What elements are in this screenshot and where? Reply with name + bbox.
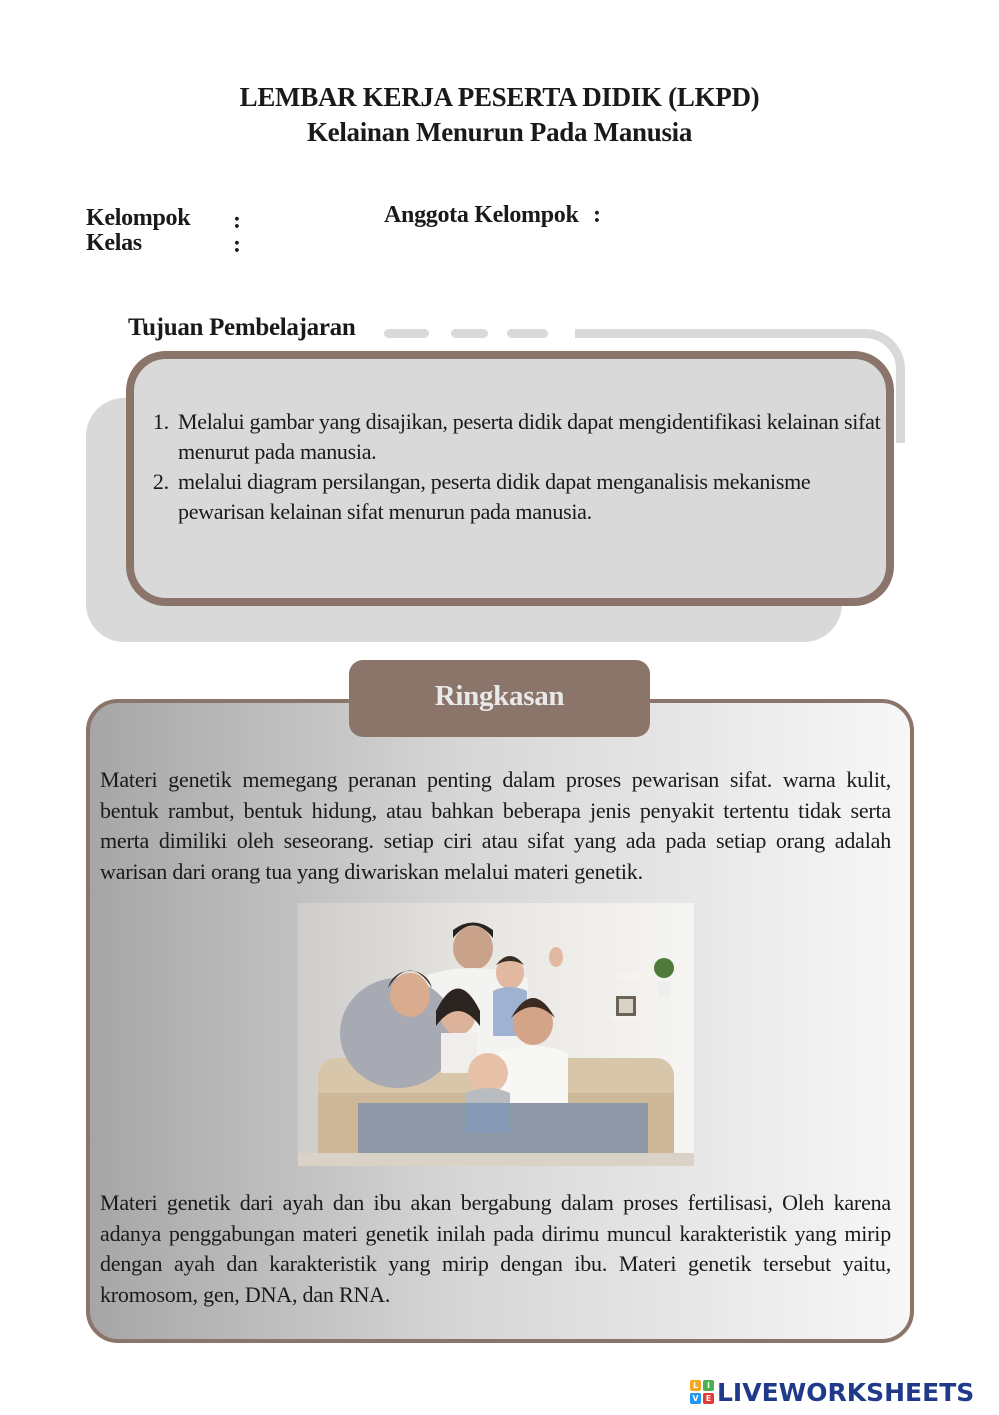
kelas-label: Kelas xyxy=(86,230,142,256)
kelompok-label: Kelompok xyxy=(86,205,191,231)
tujuan-item-2: 2. melalui diagram persilangan, peserta didik dapat menganalisis mekanisme pewarisan kelainan sifat menurun pada manusia. xyxy=(174,467,884,527)
liveworksheets-brand: LIVEWORKSHEETS xyxy=(717,1377,975,1407)
tujuan-box xyxy=(126,351,894,606)
anggota-kelompok-label: Anggota Kelompok xyxy=(384,202,579,228)
ringkasan-paragraph-2: Materi genetik dari ayah dan ibu akan bergabung dalam proses fertilisasi, Oleh karena adanya penggabungan materi genetik inilah pada dirimu muncul karakteristik yang mirip dengan ayah dan karakteristik yang mirip dengan ibu. Materi genetik tersebut yaitu, kromosom, gen, DNA, dan RNA. xyxy=(100,1190,891,1307)
liveworksheets-grid-icon xyxy=(690,1380,714,1404)
anggota-kelompok-colon: : xyxy=(593,202,601,228)
ringkasan-paragraph-1: Materi genetik memegang peranan penting dalam proses pewarisan sifat. warna kulit, bentuk rambut, bentuk hidung, atau bahkan beberapa jenis penyakit tertentu tidak serta merta dimiliki oleh seseorang. setiap ciri atau sifat yang ada pada setiap orang adalah warisan dari orang tua yang diwariskan melalui materi genetik. xyxy=(100,767,891,884)
family-photo xyxy=(298,903,694,1166)
kelompok-colon: : xyxy=(233,208,241,234)
worksheet-title: LEMBAR KERJA PESERTA DIDIK (LKPD) xyxy=(239,82,760,112)
decor-dash xyxy=(384,329,429,338)
logo-letter-v: V xyxy=(690,1393,701,1404)
decor-dash xyxy=(507,329,548,338)
decor-dash xyxy=(451,329,488,338)
tujuan-list xyxy=(154,407,884,527)
worksheet-subtitle: Kelainan Menurun Pada Manusia xyxy=(306,117,693,147)
logo-letter-e: E xyxy=(703,1393,714,1404)
tujuan-item-1: 1. Melalui gambar yang disajikan, peserta didik dapat mengidentifikasi kelainan sifat menurut pada manusia. xyxy=(174,407,884,467)
liveworksheets-logo xyxy=(690,1376,974,1408)
kelas-colon: : xyxy=(233,232,241,258)
tujuan-pembelajaran-heading: Tujuan Pembelajaran xyxy=(128,314,356,341)
ringkasan-heading: Ringkasan xyxy=(349,660,650,737)
logo-letter-i: I xyxy=(703,1380,714,1391)
logo-letter-l: L xyxy=(690,1380,701,1391)
